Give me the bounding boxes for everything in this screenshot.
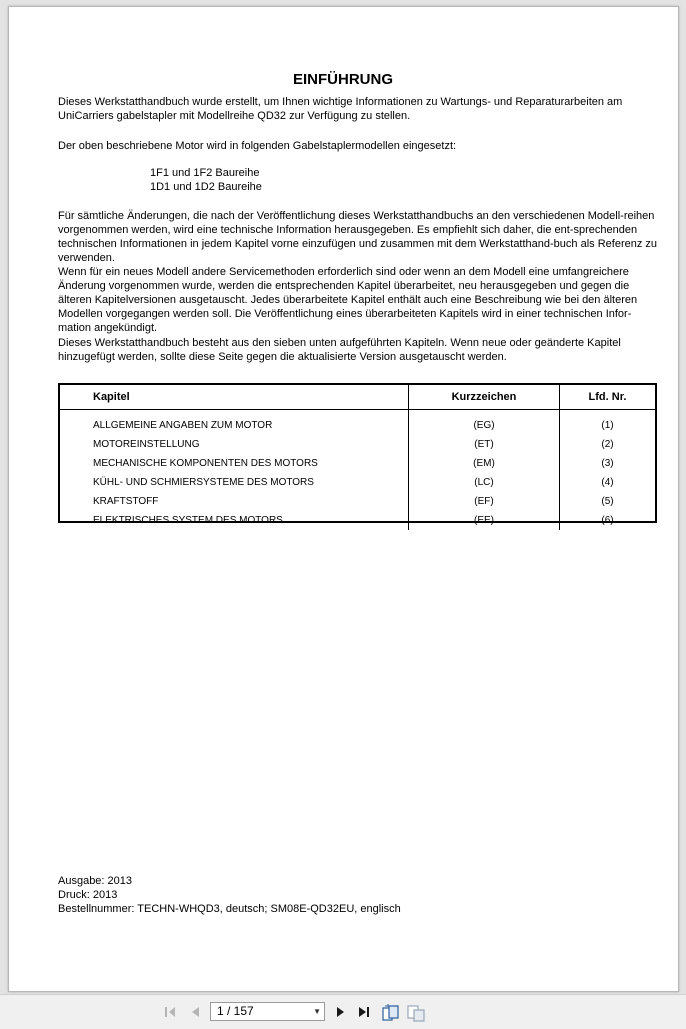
changes-paragraph-2: Wenn für ein neues Modell andere Servicemethoden erforderlich sind oder wenn an dem Modell eine umfangreichere Änderung vorgenommen wurde, werden die entsprechenden Kapitel überarbeitet, neu herausgegeben und gegen die älteren Kapitelversionen ausgetauscht. Jedes überarbeitete Kapitel enthält auch eine Beschreibung wie bei den älteren Modellen vorgegangen werden soll. Die Veröffentlichung eines überarbeiteten Kapitels wird in einer technischen Infor-mation angekündigt.: [58, 266, 638, 334]
table-row: [60, 473, 655, 492]
table-header-row: [60, 385, 655, 410]
model-line-1: 1F1 und 1F2 Baureihe: [150, 167, 260, 179]
chapter-code: (EG): [409, 416, 560, 435]
chevron-down-icon: ▼: [313, 1007, 321, 1016]
prev-page-icon[interactable]: [188, 1004, 204, 1020]
footer-druck: Druck: 2013: [58, 889, 118, 901]
chapter-number: (3): [601, 457, 614, 469]
last-page-icon[interactable]: [356, 1004, 372, 1020]
chapter-number: (6): [601, 514, 614, 526]
header-kurzzeichen: Kurzzeichen: [409, 385, 560, 410]
table-row: [60, 511, 655, 530]
table-row: [60, 416, 655, 435]
next-page-icon[interactable]: [332, 1004, 348, 1020]
chapter-name: ALLGEMEINE ANGABEN ZUM MOTOR: [60, 416, 409, 435]
page-title: EINFÜHRUNG: [293, 71, 393, 88]
table-row: [60, 492, 655, 511]
footer-bestellnummer: Bestellnummer: TECHN-WHQD3, deutsch; SM08E-QD32EU, englisch: [58, 903, 401, 915]
chapter-code: (EM): [409, 454, 560, 473]
chapter-table: [58, 383, 657, 526]
chapter-code: (EE): [409, 511, 560, 530]
table-row: [60, 435, 655, 454]
page-indicator: 1 / 157: [217, 1004, 254, 1018]
first-page-icon[interactable]: [163, 1004, 179, 1020]
chapter-number: (2): [601, 438, 614, 450]
chapter-code: (ET): [409, 435, 560, 454]
chapter-code: (LC): [409, 473, 560, 492]
intro-paragraph: Dieses Werkstatthandbuch wurde erstellt, um Ihnen wichtige Informationen zu Wartungs- und Reparaturarbeiten am UniCarriers gabelstapler mit Modellreihe QD32 zur Verfügung zu stellen.: [58, 96, 623, 122]
chapter-number: (5): [601, 495, 614, 507]
footer-ausgabe: Ausgabe: 2013: [58, 875, 133, 887]
changes-paragraph-1: Für sämtliche Änderungen, die nach der Veröffentlichung dieses Werkstatthandbuchs an den verschiedenen Modell-reihen vorgenommen werden, wird eine technische Information herausgegeben. Es empfiehlt sich daher, die ent-sprechenden technischen Informationen in jedem Kapitel vorne einzufügen und zusammen mit dem Werkstatthand-buch als Referenz zu verwenden.: [58, 210, 658, 264]
chapter-name: KRAFTSTOFF: [60, 492, 409, 511]
page-layout-icon[interactable]: [407, 1004, 423, 1020]
chapter-code: (EF): [409, 492, 560, 511]
viewer-toolbar: [0, 994, 686, 1029]
model-line-2: 1D1 und 1D2 Baureihe: [150, 181, 262, 193]
chapter-number: (1): [601, 419, 614, 431]
page-number-select[interactable]: [210, 1002, 325, 1021]
chapter-number: (4): [601, 476, 614, 488]
header-kapitel: Kapitel: [60, 385, 409, 410]
chapter-name: MOTOREINSTELLUNG: [60, 435, 409, 454]
chapter-name: KÜHL- UND SCHMIERSYSTEME DES MOTORS: [60, 473, 409, 492]
motor-usage-paragraph: Der oben beschriebene Motor wird in folgenden Gabelstaplermodellen eingesetzt:: [58, 140, 457, 152]
chapter-name: MECHANISCHE KOMPONENTEN DES MOTORS: [60, 454, 409, 473]
changes-paragraph-3: Dieses Werkstatthandbuch besteht aus den sieben unten aufgeführten Kapiteln. Wenn neue oder geänderte Kapitel hinzugefügt werden, sollte diese Seite gegen die aktualisierte Version ausgetauscht werden.: [58, 337, 621, 363]
rotate-icon[interactable]: [382, 1004, 398, 1020]
chapter-name: ELEKTRISCHES SYSTEM DES MOTORS: [60, 511, 409, 530]
table-row: [60, 454, 655, 473]
header-lfd-nr: Lfd. Nr.: [560, 385, 656, 410]
